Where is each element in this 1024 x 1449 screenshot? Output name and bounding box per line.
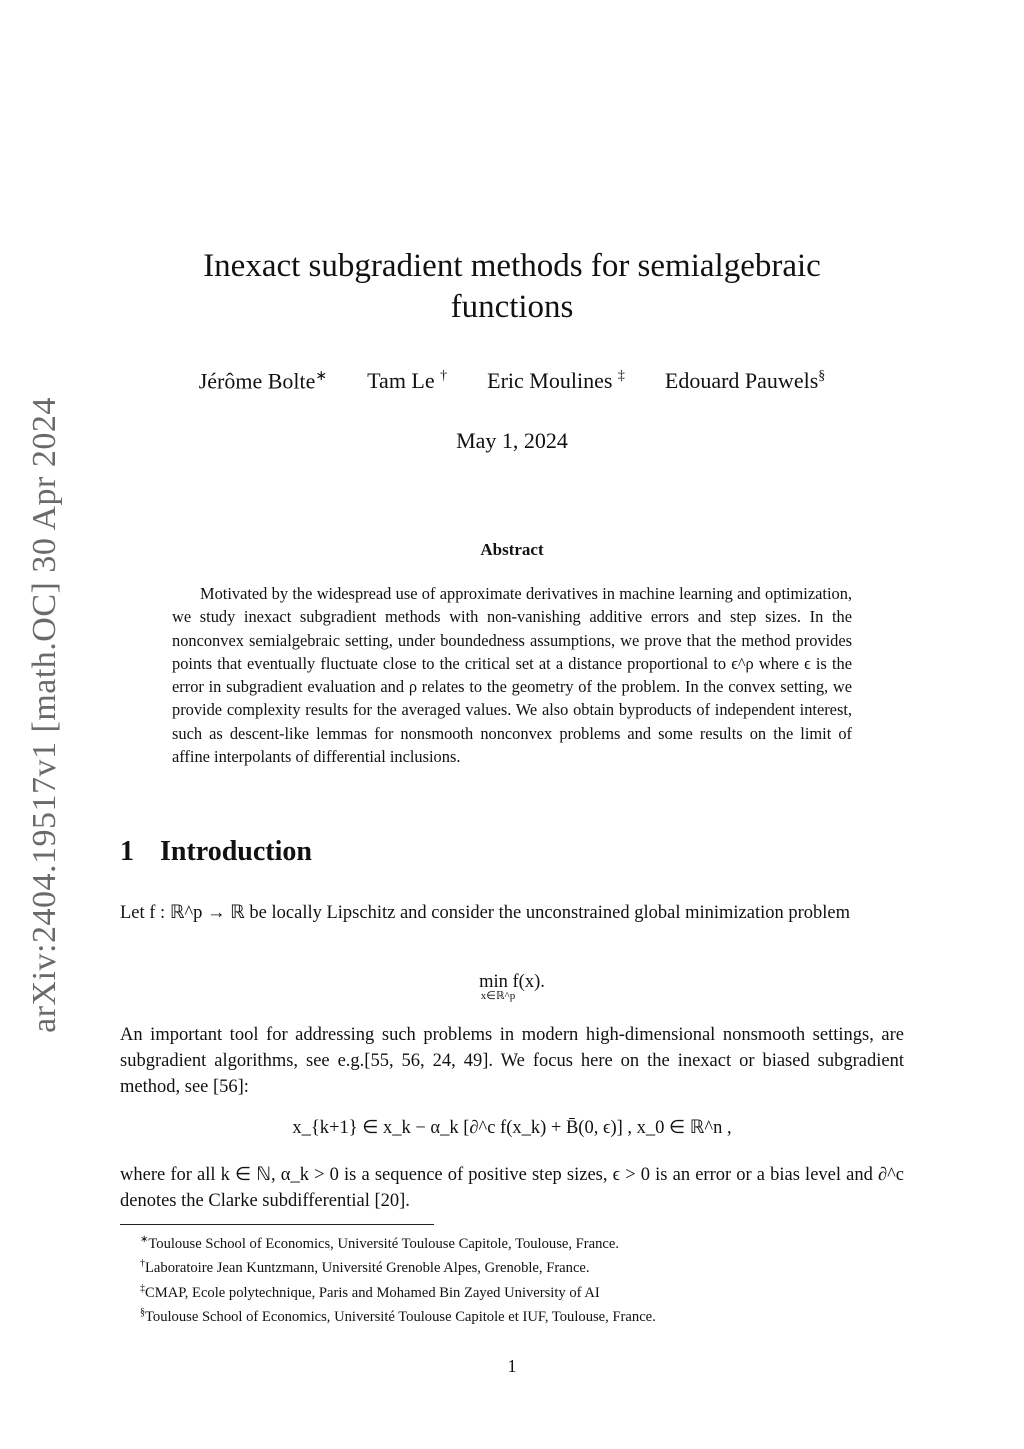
equation-min [120, 972, 904, 1002]
body-paragraph: where for all k ∈ ℕ, α_k > 0 is a sequence of positive step sizes, ϵ > 0 is an error or a bias level and ∂^c denotes the Clarke subdifferential [20]. [120, 1165, 904, 1211]
body-paragraph: Let f : ℝ^p → ℝ be locally Lipschitz and consider the unconstrained global minimization problem [120, 903, 851, 923]
footnote-rule [120, 1224, 434, 1225]
section-heading [120, 836, 312, 868]
equation-main: min f(x). [479, 972, 545, 992]
equation-subscript: x∈ℝ^p [480, 990, 516, 1002]
section-number: 1 [120, 836, 134, 867]
footnote: §Toulouse School of Economics, Université Toulouse Capitole et IUF, Toulouse, France. [140, 1307, 656, 1326]
abstract-text: Motivated by the widespread use of approximate derivatives in machine learning and optimization, we study inexact subgradient methods with non-vanishing additive errors and step sizes. In the nonconvex semialgebraic setting, under boundedness assumptions, we prove that the method provides points that eventually fluctuate close to the critical set at a distance proportional to ϵ^ρ where ϵ is the error in subgradient evaluation and ρ relates to the geometry of the problem. In the convex setting, we provide complexity results for the averaged values. We also obtain byproducts of independent interest, such as descent-like lemmas for nonsmooth nonconvex problems and some results on the limit of affine interpolants of differential inclusions. [172, 584, 852, 767]
equation-update-rule: x_{k+1} ∈ x_k − α_k [∂^c f(x_k) + B̄(0, ϵ)] , x_0 ∈ ℝ^n , [292, 1118, 732, 1138]
section-title: Introduction [160, 836, 312, 867]
footnotes [140, 1230, 900, 1328]
footnote: ∗Toulouse School of Economics, Université Toulouse Capitole, Toulouse, France. [140, 1234, 620, 1252]
author: Tam Le † [367, 368, 448, 393]
author: Edouard Pauwels§ [664, 368, 826, 393]
body-paragraph: An important tool for addressing such problems in modern high-dimensional nonsmooth settings, are subgradient algorithms, see e.g.[55, 56, 24, 49]. We focus here on the inexact or biased subgradient method, see [56]: [120, 1025, 904, 1097]
arxiv-sidebar-stamp [20, 390, 70, 1040]
author: Jérôme Bolte∗ [198, 368, 328, 394]
paper-date: May 1, 2024 [456, 428, 568, 453]
abstract-heading: Abstract [480, 540, 544, 559]
page-number: 1 [507, 1356, 517, 1376]
author: Eric Moulines ‡ [487, 368, 625, 393]
author-list [120, 368, 904, 394]
arxiv-id: arXiv:2404.19517v1 [math.OC] 30 Apr 2024 [26, 397, 63, 1033]
footnote: †Laboratoire Jean Kuntzmann, Université Grenoble Alpes, Grenoble, France. [140, 1258, 590, 1277]
paper-title: Inexact subgradient methods for semialgebraic functions [203, 248, 821, 325]
footnote: ‡CMAP, Ecole polytechnique, Paris and Mohamed Bin Zayed University of AI [140, 1282, 600, 1301]
